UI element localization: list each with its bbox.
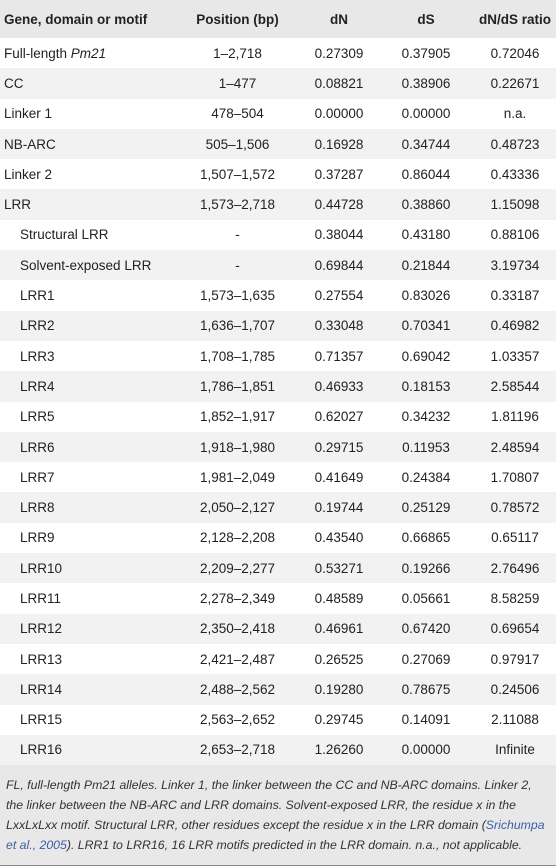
table-row [0,129,556,159]
cell-dn [296,583,382,613]
cell-position [179,280,296,310]
cell-ds [382,583,470,613]
cell-ds [382,311,470,341]
cell-ratio [470,311,556,341]
cell-dn-text: 0.69844 [314,257,364,273]
cell-ratio [470,159,556,189]
cell-ds [382,432,470,462]
cell-ratio-text: 1.81196 [491,409,539,425]
cell-dn [296,523,382,553]
table-row [0,250,556,280]
cell-position [179,99,296,129]
cell-ratio [470,280,556,310]
cell-ds-text: 0.14091 [401,712,451,728]
cell-ratio-text: n.a. [503,106,527,122]
cell-position-text: 1–477 [218,75,257,91]
table-row [0,674,556,704]
cell-gene [0,432,179,462]
cell-gene [0,735,179,765]
cell-gene [0,38,179,68]
cell-ratio-text: 0.88106 [490,227,540,243]
cell-dn [296,99,382,129]
cell-gene [0,341,179,371]
cell-gene-text: LRR6 [20,439,55,455]
cell-ratio-text: 0.46982 [490,318,540,334]
table-row [0,311,556,341]
footnote-text-1: FL, full-length Pm21 alleles. Linker 1, the linker between the CC and NB-ARC domains. Linker 2, the linker between the NB-ARC and LRR domains. Solvent-exposed LRR, the residue x in the LxxLxLxx motif. Structural LRR, other residues except the residue x in the LRR domain ( [6,778,532,833]
header-ds: dS [417,11,435,27]
cell-position [179,189,296,219]
cell-dn-text: 0.19280 [314,681,364,697]
cell-position [179,553,296,583]
cell-ds [382,402,470,432]
cell-dn-text: 0.27554 [314,288,364,304]
cell-ds [382,341,470,371]
cell-ratio-text: 0.24506 [490,681,540,697]
table-row [0,159,556,189]
cell-position [179,462,296,492]
table-row [0,705,556,735]
cell-dn [296,644,382,674]
cell-gene [0,189,179,219]
cell-ratio-text: 1.15098 [490,197,540,213]
cell-gene [0,553,179,583]
cell-ds [382,553,470,583]
cell-ratio-text: 3.19734 [490,257,540,273]
cell-dn-text: 0.46933 [314,378,364,394]
cell-ratio [470,432,556,462]
cell-position-text: 1,852–1,917 [199,409,276,425]
table-row [0,402,556,432]
cell-ds-text: 0.37905 [401,45,451,61]
cell-gene-text: LRR9 [20,530,55,546]
cell-dn-text: 0.29745 [314,712,364,728]
cell-ratio [470,189,556,219]
cell-position-text: 1,573–2,718 [199,197,276,213]
cell-gene-text: LRR2 [20,318,55,334]
cell-position [179,523,296,553]
cell-ratio-text: 2.58544 [490,378,540,394]
cell-dn [296,250,382,280]
cell-ds [382,99,470,129]
cell-position-text: 1,636–1,707 [199,318,276,334]
cell-dn-text: 0.62027 [314,409,364,425]
cell-ds-text: 0.67420 [401,621,451,637]
cell-ratio-text: 0.78572 [490,500,540,516]
table-footnote [0,765,556,866]
cell-gene [0,705,179,735]
cell-position [179,644,296,674]
cell-dn-text: 0.53271 [314,560,364,576]
cell-ds-text: 0.43180 [401,227,451,243]
cell-gene [0,644,179,674]
cell-ratio-text: 0.65117 [491,530,539,546]
cell-ds [382,674,470,704]
cell-gene-text: LRR12 [20,621,63,637]
cell-ratio [470,38,556,68]
cell-dn [296,159,382,189]
cell-ds [382,68,470,98]
table-row [0,341,556,371]
cell-dn-text: 0.48589 [314,590,364,606]
cell-ds-text: 0.70341 [401,318,451,334]
table-row [0,38,556,68]
cell-gene-text: Solvent-exposed LRR [20,257,152,273]
cell-gene-text: LRR13 [20,651,63,667]
cell-ds-text: 0.86044 [401,166,451,182]
cell-ratio [470,583,556,613]
cell-ds-text: 0.34232 [401,409,451,425]
cell-gene [0,462,179,492]
table-row [0,735,556,765]
cell-ds [382,735,470,765]
cell-dn [296,432,382,462]
cell-dn [296,220,382,250]
cell-ds [382,189,470,219]
cell-ds [382,280,470,310]
cell-gene [0,250,179,280]
cell-ratio [470,99,556,129]
cell-position [179,674,296,704]
cell-ratio-text: Infinite [495,742,535,758]
cell-gene [0,523,179,553]
table-row [0,492,556,522]
cell-gene-text: LRR16 [20,742,63,758]
cell-position [179,68,296,98]
cell-ratio [470,735,556,765]
cell-position [179,250,296,280]
cell-position-text: 1,708–1,785 [199,348,276,364]
cell-gene-text: LRR7 [20,469,55,485]
cell-position [179,614,296,644]
cell-ratio [470,129,556,159]
cell-ds-text: 0.27069 [401,651,451,667]
header-position: Position (bp) [196,11,279,27]
cell-ds [382,220,470,250]
cell-ratio-text: 2.76496 [490,560,540,576]
cell-position-text: 505–1,506 [205,136,270,152]
cell-ratio [470,614,556,644]
cell-ratio [470,705,556,735]
cell-ratio-text: 0.97917 [490,651,540,667]
cell-gene-text: LRR [4,197,32,213]
cell-gene-text: NB-ARC [4,136,56,152]
cell-gene [0,220,179,250]
cell-ds-text: 0.38906 [401,75,451,91]
table-row [0,614,556,644]
cell-ratio [470,674,556,704]
cell-gene [0,311,179,341]
cell-position [179,583,296,613]
footnote-citation-link[interactable]: Srichumpa et al., 2005 [6,818,545,853]
cell-ratio [470,402,556,432]
cell-dn-text: 0.27309 [314,45,364,61]
cell-dn-text: 0.43540 [314,530,364,546]
header-dn: dN [330,11,348,27]
cell-dn [296,280,382,310]
cell-dn-text: 0.29715 [314,439,364,455]
cell-gene-text: Structural LRR [20,227,109,243]
cell-dn [296,402,382,432]
cell-ds [382,129,470,159]
cell-position [179,735,296,765]
cell-gene-text: LRR1 [20,288,55,304]
cell-dn [296,189,382,219]
cell-ratio [470,250,556,280]
cell-ds [382,38,470,68]
cell-position-text: 1,507–1,572 [199,166,276,182]
cell-position [179,341,296,371]
table-row [0,583,556,613]
cell-dn [296,311,382,341]
cell-position [179,311,296,341]
cell-position [179,220,296,250]
cell-dn-text: 0.26525 [314,651,364,667]
table-row [0,462,556,492]
cell-gene-text: LRR14 [20,681,63,697]
cell-ratio [470,220,556,250]
cell-position [179,38,296,68]
cell-dn [296,614,382,644]
cell-ratio [470,371,556,401]
cell-ratio-text: 1.03357 [490,348,540,364]
cell-ds [382,492,470,522]
cell-gene [0,402,179,432]
cell-ratio-text: 0.48723 [490,136,540,152]
cell-ratio [470,68,556,98]
cell-dn-text: 0.00000 [314,106,364,122]
cell-gene-text: LRR3 [20,348,55,364]
cell-ds-text: 0.11953 [402,439,450,455]
cell-ds-text: 0.18153 [401,378,451,394]
cell-position-text: 1,918–1,980 [199,439,276,455]
cell-position [179,492,296,522]
cell-dn [296,341,382,371]
table-row [0,68,556,98]
cell-ratio-text: 2.11088 [491,712,539,728]
cell-gene [0,674,179,704]
cell-position [179,371,296,401]
cell-gene [0,583,179,613]
cell-ratio [470,523,556,553]
cell-ds-text: 0.78675 [401,681,451,697]
cell-gene-text: LRR10 [20,560,63,576]
cell-position-text: 478–504 [211,106,264,122]
cell-position-text: 2,050–2,127 [199,500,276,516]
table-row [0,371,556,401]
cell-ds [382,250,470,280]
cell-gene [0,492,179,522]
cell-position-text: 2,653–2,718 [199,742,276,758]
cell-ds [382,523,470,553]
cell-ds-text: 0.83026 [401,288,451,304]
cell-ds [382,159,470,189]
cell-ds-text: 0.69042 [401,348,451,364]
cell-dn-text: 0.08821 [314,75,364,91]
cell-position-text: 1–2,718 [213,45,262,61]
cell-ratio [470,462,556,492]
cell-ds-text: 0.66865 [401,530,451,546]
table-row [0,432,556,462]
cell-gene [0,99,179,129]
cell-gene-text: Full-length [4,45,71,61]
cell-ds [382,705,470,735]
cell-ds-text: 0.19266 [401,560,451,576]
cell-position [179,402,296,432]
cell-ds-text: 0.38860 [401,197,451,213]
cell-ratio-text: 0.33187 [490,288,540,304]
cell-position [179,129,296,159]
cell-ds-text: 0.24384 [401,469,451,485]
cell-gene [0,68,179,98]
cell-ds-text: 0.05661 [401,590,451,606]
cell-gene [0,159,179,189]
table-row [0,280,556,310]
cell-ds-text: 0.00000 [401,742,451,758]
cell-dn [296,462,382,492]
cell-dn-text: 0.33048 [314,318,364,334]
cell-position [179,432,296,462]
table-row [0,189,556,219]
cell-gene-text: LRR15 [20,712,63,728]
cell-position-text: 2,488–2,562 [199,681,276,697]
cell-dn-text: 0.16928 [314,136,364,152]
cell-gene [0,129,179,159]
cell-ratio [470,492,556,522]
cell-position-text: 2,563–2,652 [199,712,276,728]
cell-dn [296,553,382,583]
cell-ratio-text: 0.72046 [490,45,540,61]
cell-dn-text: 1.26260 [314,742,364,758]
cell-ratio-text: 1.70807 [490,469,540,485]
cell-gene [0,371,179,401]
cell-dn [296,129,382,159]
cell-position-text: 2,278–2,349 [199,590,276,606]
cell-position-text: 2,128–2,208 [199,530,276,546]
table-row [0,99,556,129]
cell-dn-text: 0.44728 [314,197,364,213]
cell-ds [382,462,470,492]
cell-ratio-text: 2.48594 [490,439,540,455]
cell-position-text: - [235,257,240,273]
cell-ratio [470,341,556,371]
cell-ratio-text: 0.22671 [490,75,540,91]
cell-dn-text: 0.41649 [314,469,364,485]
table-row [0,553,556,583]
cell-gene-text: LRR8 [20,500,55,516]
cell-gene-text: Linker 2 [4,166,53,182]
cell-ratio [470,553,556,583]
cell-dn [296,674,382,704]
cell-dn-text: 0.37287 [314,166,364,182]
cell-dn-text: 0.38044 [314,227,364,243]
cell-ds-text: 0.34744 [401,136,451,152]
cell-ds-text: 0.25129 [401,500,451,516]
cell-dn [296,38,382,68]
cell-gene-text: LRR5 [20,409,55,425]
cell-dn-text: 0.19744 [314,500,364,516]
cell-ratio-text: 0.69654 [490,621,540,637]
table-row [0,220,556,250]
cell-gene-text: LRR4 [20,378,55,394]
cell-position-text: 1,573–1,635 [199,288,276,304]
table-row [0,523,556,553]
cell-gene-italic: Pm21 [70,45,107,61]
cell-ds [382,371,470,401]
footnote-text-2: ). LRR1 to LRR16, 16 LRR motifs predicted in the LRR domain. n.a., not applicable. [66,838,523,853]
cell-dn [296,68,382,98]
cell-gene-text: CC [4,75,24,91]
table-row [0,644,556,674]
cell-dn-text: 0.71357 [314,348,364,364]
cell-ds-text: 0.00000 [401,106,451,122]
cell-ds [382,614,470,644]
cell-ds [382,644,470,674]
cell-ratio-text: 8.58259 [490,590,540,606]
header-gene: Gene, domain or motif [4,11,148,27]
cell-position [179,159,296,189]
cell-ds-text: 0.21844 [401,257,451,273]
cell-dn [296,371,382,401]
cell-dn-text: 0.46961 [314,621,364,637]
cell-gene-text: Linker 1 [4,106,53,122]
cell-position-text: 2,209–2,277 [199,560,276,576]
cell-gene [0,614,179,644]
cell-position [179,705,296,735]
cell-position-text: 1,981–2,049 [199,469,276,485]
cell-dn [296,705,382,735]
cell-position-text: 2,421–2,487 [199,651,276,667]
cell-gene-text: LRR11 [20,590,62,606]
header-ratio: dN/dS ratio [478,11,551,27]
cell-dn [296,492,382,522]
table-body [0,38,556,765]
table-header-row [0,0,556,38]
cell-position-text: 1,786–1,851 [199,378,276,394]
cell-ratio-text: 0.43336 [490,166,540,182]
cell-gene [0,280,179,310]
cell-ratio [470,644,556,674]
cell-position-text: - [235,227,240,243]
cell-position-text: 2,350–2,418 [199,621,276,637]
cell-dn [296,735,382,765]
